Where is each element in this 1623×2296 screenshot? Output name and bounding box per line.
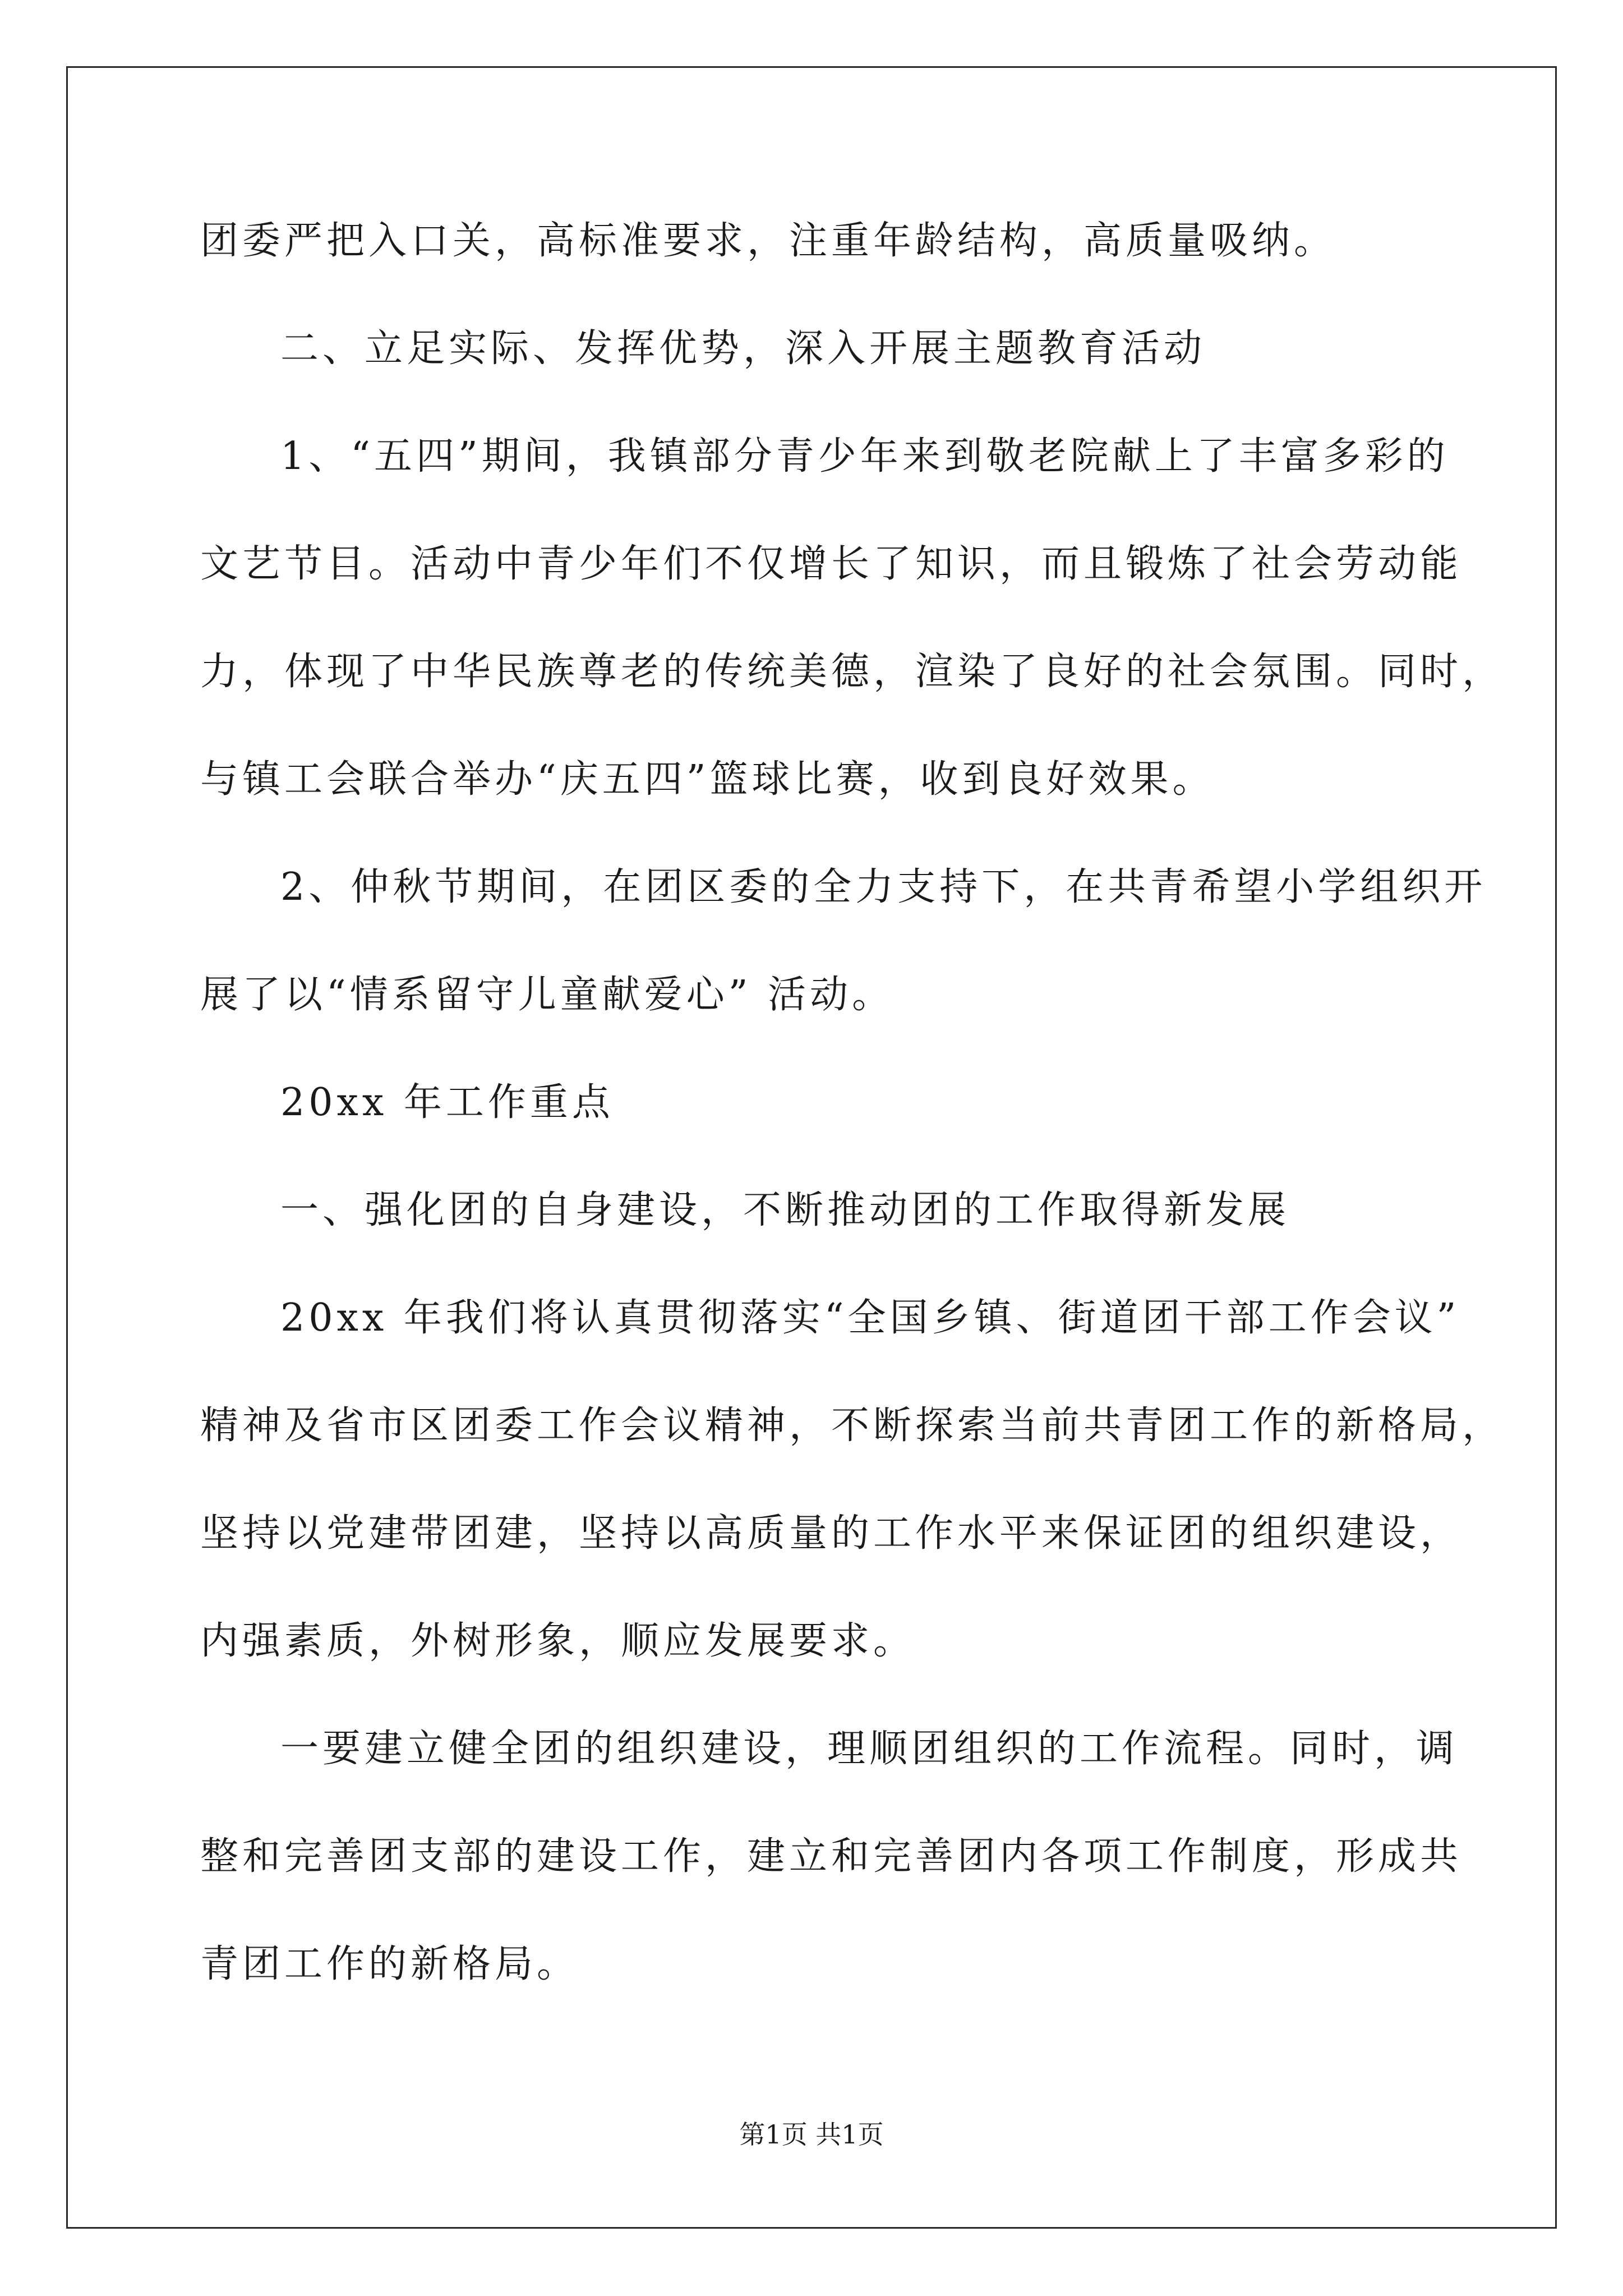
- text-line: 展了以“情系留守儿童献爱心” 活动。: [200, 973, 895, 1017]
- section-heading: 一、强化团的自身建设，不断推动团的工作取得新发展: [280, 1188, 1290, 1232]
- text-line: 2、仲秋节期间，在团区委的全力支持下，在共青希望小学组织开: [280, 865, 1487, 909]
- text-line: 一要建立健全团的组织建设，理顺团组织的工作流程。同时，调: [280, 1727, 1459, 1771]
- text-line: 坚持以党建带团建，坚持以高质量的工作水平来保证团的组织建设，: [200, 1511, 1463, 1556]
- text-line: 文艺节目。活动中青少年们不仅增长了知识，而且锻炼了社会劳动能: [200, 542, 1463, 586]
- text-line: 精神及省市区团委工作会议精神，不断探索当前共青团工作的新格局，: [200, 1404, 1505, 1448]
- text-line: 力，体现了中华民族尊老的传统美德，渲染了良好的社会氛围。同时，: [200, 650, 1505, 694]
- text-line: 团委严把入口关，高标准要求，注重年龄结构，高质量吸纳。: [200, 219, 1336, 263]
- text-line: 1、“五四”期间，我镇部分青少年来到敬老院献上了丰富多彩的: [280, 434, 1449, 478]
- page-border: [66, 66, 1557, 2229]
- page-footer: 第1页 共1页: [739, 2119, 884, 2150]
- text-line: 青团工作的新格局。: [200, 1942, 579, 1986]
- section-heading: 二、立足实际、发挥优势，深入开展主题教育活动: [280, 326, 1206, 371]
- section-heading: 20xx 年工作重点: [280, 1080, 614, 1125]
- text-line: 整和完善团支部的建设工作，建立和完善团内各项工作制度，形成共: [200, 1834, 1463, 1879]
- text-line: 与镇工会联合举办“庆五四”篮球比赛，收到良好效果。: [200, 757, 1215, 802]
- text-line: 20xx 年我们将认真贯彻落实“全国乡镇、街道团干部工作会议”: [280, 1296, 1460, 1340]
- text-line: 内强素质，外树形象，顺应发展要求。: [200, 1619, 916, 1663]
